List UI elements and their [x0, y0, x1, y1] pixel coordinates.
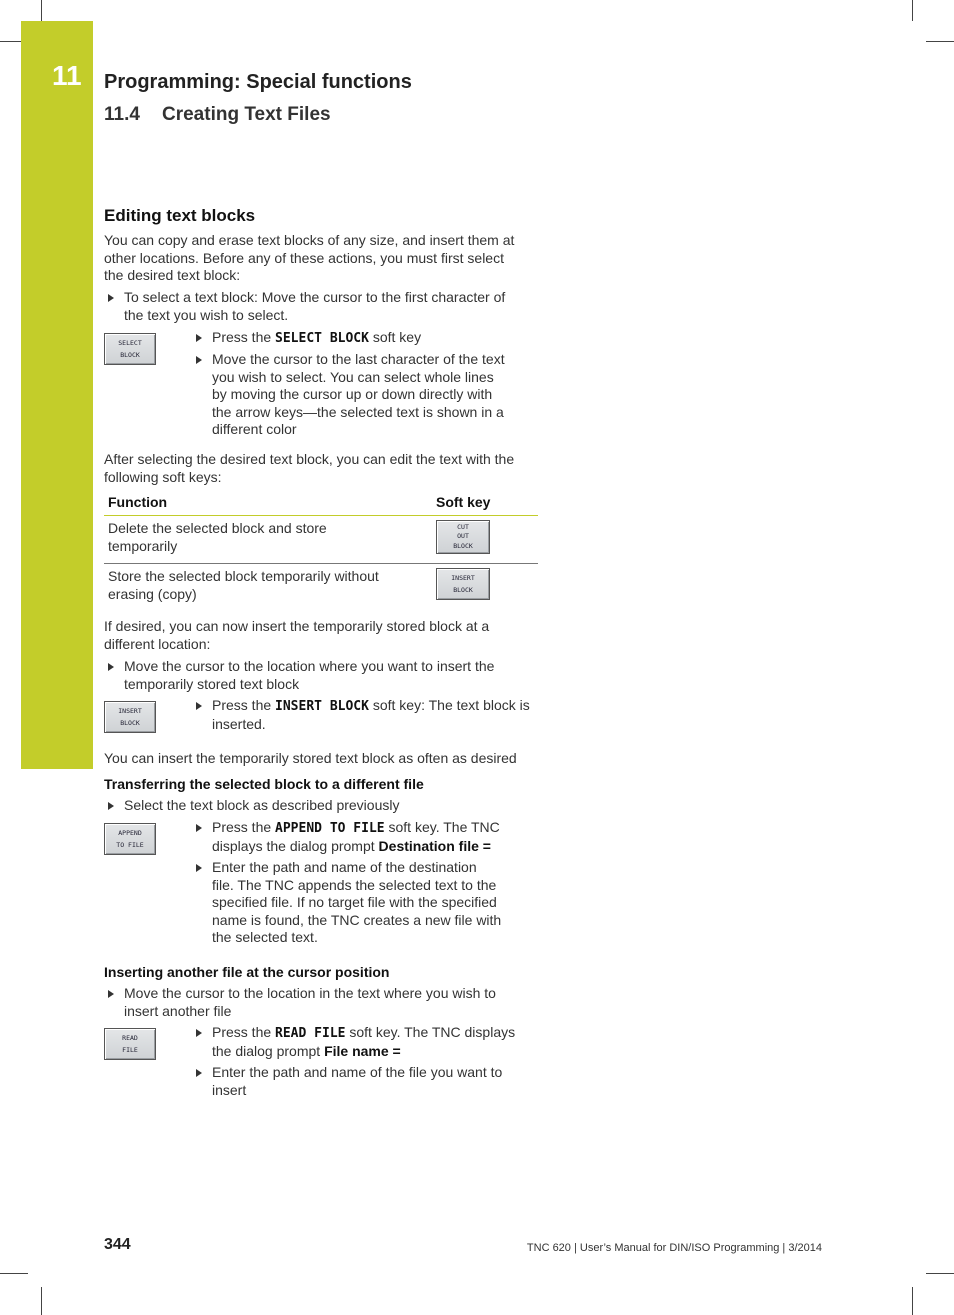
- text-line: following soft keys:: [104, 468, 222, 485]
- text-line: different location:: [104, 635, 211, 652]
- text: the dialog prompt: [212, 1042, 325, 1059]
- text-line: the selected text.: [212, 929, 318, 946]
- column-header-softkey: Soft key: [432, 494, 538, 516]
- softkey-label: OUT: [457, 532, 469, 541]
- softkey-label: BLOCK: [453, 586, 473, 594]
- arrow-bullet-icon: [196, 824, 202, 832]
- arrow-bullet-icon: [196, 1029, 202, 1037]
- text: soft key: The text block is: [368, 697, 530, 713]
- editing-heading: Editing text blocks: [104, 206, 256, 225]
- crop-mark: [912, 0, 913, 21]
- insert-intro: [104, 618, 544, 653]
- softkey-cell: [432, 516, 538, 564]
- text-line: [212, 819, 562, 838]
- text: Press the: [212, 1024, 276, 1040]
- text: soft key: [368, 329, 422, 345]
- text-line: inserted.: [212, 715, 266, 732]
- softkey-label: FILE: [122, 1046, 138, 1054]
- text-line: If desired, you can now insert the temporarily stored block at a: [104, 618, 490, 634]
- text-line: To select a text block: Move the cursor to the first character of: [124, 289, 506, 305]
- text-line: name is found, the TNC creates a new file with: [212, 911, 502, 928]
- after-selection-text: [104, 451, 549, 486]
- arrow-bullet-icon: [196, 356, 202, 364]
- softkey-label: APPEND: [118, 829, 142, 837]
- select-block-softkey[interactable]: [104, 333, 156, 365]
- insert-block-softkey[interactable]: [436, 568, 490, 600]
- function-cell: [104, 564, 432, 612]
- arrow-bullet-icon: [196, 864, 202, 872]
- footer-text: TNC 620 | User’s Manual for DIN/ISO Programming | 3/2014: [526, 1242, 822, 1254]
- insert-note: You can insert the temporarily stored text block as often as desired: [104, 750, 517, 766]
- crop-mark: [0, 41, 21, 42]
- chapter-title: Programming: Special functions: [104, 71, 412, 93]
- text-line: insert another file: [124, 1002, 232, 1019]
- softkey-name: INSERT BLOCK: [275, 699, 369, 714]
- softkey-name: READ FILE: [275, 1026, 346, 1041]
- text: soft key. The TNC: [384, 819, 500, 835]
- read-file-softkey[interactable]: [104, 1028, 156, 1060]
- append-to-file-softkey[interactable]: [104, 823, 156, 855]
- substep-press-append: [192, 819, 562, 855]
- text-line: file. The TNC appends the selected text to the: [212, 876, 497, 893]
- text-line: Enter the path and name of the file you want to: [212, 1064, 503, 1080]
- crop-mark: [926, 1273, 954, 1274]
- text-line: Select the text block as described previously: [124, 797, 400, 813]
- text-line: specified file. If no target file with the specified: [212, 894, 497, 911]
- softkey-name: APPEND TO FILE: [275, 821, 385, 836]
- substep-enter-destination: [192, 859, 562, 947]
- softkey-table: [104, 494, 538, 611]
- table-row: [104, 516, 538, 564]
- text-line: Delete the selected block and store: [108, 520, 327, 536]
- cut-out-block-softkey[interactable]: [436, 520, 490, 554]
- text-line: Store the selected block temporarily without: [108, 568, 379, 584]
- section-title: Creating Text Files: [162, 104, 331, 125]
- substep-move-cursor: [192, 351, 562, 439]
- step-select-previous: [104, 797, 554, 815]
- softkey-label: BLOCK: [120, 351, 140, 359]
- crop-mark: [41, 0, 42, 21]
- table-row: [104, 564, 538, 612]
- text-line: Move the cursor to the location in the text where you wish to: [124, 985, 496, 1001]
- arrow-bullet-icon: [108, 990, 114, 998]
- crop-mark: [912, 1287, 913, 1315]
- text: Press the: [212, 329, 276, 345]
- text: Press the: [212, 697, 276, 713]
- softkey-label: READ: [122, 1034, 138, 1042]
- arrow-bullet-icon: [108, 663, 114, 671]
- text-line: Enter the path and name of the destination: [212, 859, 477, 875]
- substep-enter-filename: [192, 1064, 562, 1099]
- crop-mark: [0, 1273, 28, 1274]
- text-line: you wish to select. You can select whole lines: [212, 368, 494, 385]
- substep-press-readfile: [192, 1024, 562, 1060]
- softkey-label: CUT: [457, 522, 469, 531]
- text-line: other locations. Before any of these actions, you must first select: [104, 249, 504, 266]
- step-select: [104, 289, 554, 324]
- arrow-bullet-icon: [196, 1069, 202, 1077]
- text-line: After selecting the desired text block, you can edit the text with the: [104, 451, 515, 467]
- arrow-bullet-icon: [108, 802, 114, 810]
- insert-block-softkey[interactable]: [104, 701, 156, 733]
- step-move-insert: [104, 658, 554, 693]
- softkey-label: BLOCK: [453, 541, 473, 550]
- softkey-label: SELECT: [118, 339, 142, 347]
- section-number: 11.4: [104, 104, 140, 125]
- editing-intro: [104, 232, 544, 285]
- step-move-readfile: [104, 985, 554, 1020]
- column-header-function: Function: [104, 494, 432, 516]
- transfer-heading: Transferring the selected block to a different file: [104, 776, 424, 792]
- text-line: insert: [212, 1081, 247, 1098]
- text-line: You can copy and erase text blocks of any size, and insert them at: [104, 232, 515, 248]
- text-line: [212, 838, 562, 856]
- chapter-tab: [21, 21, 93, 769]
- text-line: [212, 1043, 562, 1061]
- text-line: [212, 697, 564, 716]
- substep-press-insert: [192, 697, 564, 733]
- text-line: different color: [212, 421, 297, 438]
- crop-mark: [926, 41, 954, 42]
- dialog-prompt: Destination file =: [378, 837, 491, 854]
- text-line: temporarily stored text block: [124, 675, 300, 692]
- crop-mark: [41, 1287, 42, 1315]
- page-number: 344: [104, 1236, 131, 1253]
- text: soft key. The TNC displays: [345, 1024, 516, 1040]
- chapter-number: 11: [52, 60, 82, 91]
- softkey-name: SELECT BLOCK: [275, 331, 369, 346]
- arrow-bullet-icon: [196, 702, 202, 710]
- text-line: the desired text block:: [104, 267, 241, 284]
- text-line: the text you wish to select.: [124, 306, 289, 323]
- arrow-bullet-icon: [196, 334, 202, 342]
- softkey-label: INSERT: [118, 707, 142, 715]
- function-cell: [104, 516, 432, 564]
- text-line: by moving the cursor up or down directly with: [212, 386, 493, 403]
- substep-press-select: [192, 329, 562, 348]
- text: Press the: [212, 819, 276, 835]
- dialog-prompt: File name =: [324, 1042, 401, 1059]
- text-line: Move the cursor to the last character of the text: [212, 351, 505, 367]
- readfile-heading: Inserting another file at the cursor position: [104, 964, 390, 980]
- text-line: Move the cursor to the location where you want to insert the: [124, 658, 495, 674]
- text-line: [212, 1024, 562, 1043]
- text-line: erasing (copy): [108, 585, 197, 602]
- text: displays the dialog prompt: [212, 837, 379, 854]
- softkey-label: INSERT: [451, 574, 475, 582]
- softkey-label: TO FILE: [116, 841, 144, 849]
- arrow-bullet-icon: [108, 294, 114, 302]
- text-line: the arrow keys—the selected text is shown in a: [212, 403, 504, 420]
- text-line: temporarily: [108, 537, 178, 554]
- softkey-cell: [432, 564, 538, 612]
- softkey-label: BLOCK: [120, 719, 140, 727]
